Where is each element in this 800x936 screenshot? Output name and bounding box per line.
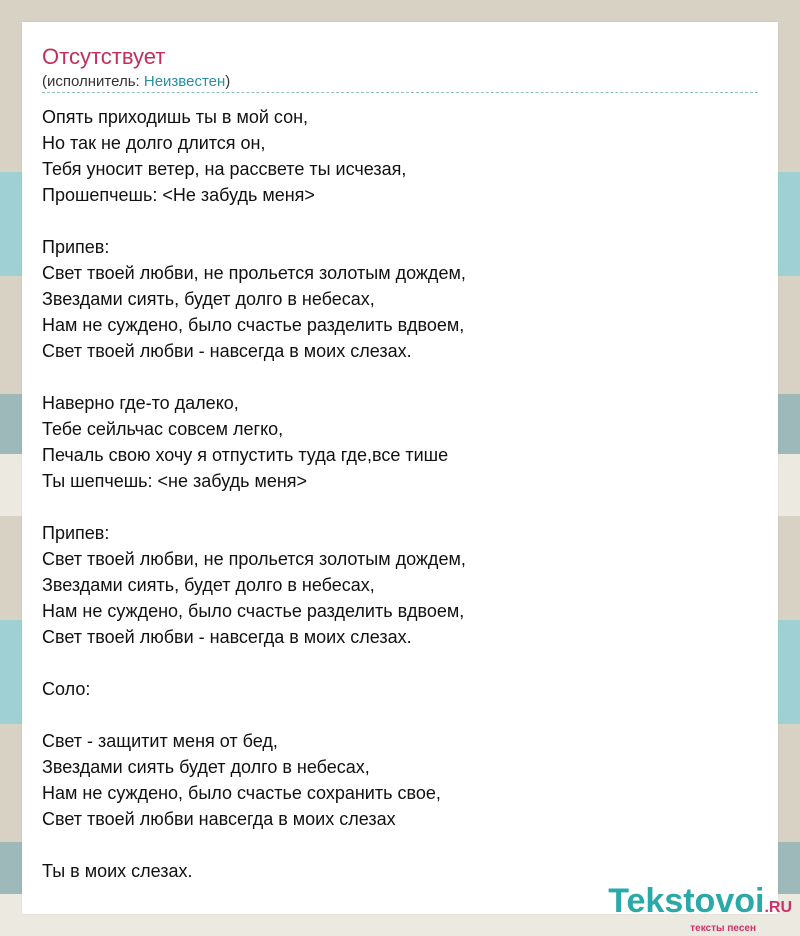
lyric-line: Тебе сейльчас совсем легко, <box>42 419 284 439</box>
lyric-line: Опять приходишь ты в мой сон, <box>42 107 309 127</box>
lyric-line: Соло: <box>42 679 91 699</box>
lyric-line: Звездами сиять будет долго в небесах, <box>42 757 370 777</box>
lyric-line: Ты в моих слезах. <box>42 861 193 881</box>
lyric-line: Ты шепчешь: <не забудь меня> <box>42 471 308 491</box>
lyric-line <box>42 364 742 390</box>
lyric-line <box>42 494 742 520</box>
lyrics-body <box>42 104 742 884</box>
lyric-line: Припев: <box>42 237 110 257</box>
logo-name: Tekstovoi <box>608 882 765 920</box>
lyric-line: Свет твоей любви - навсегда в моих слезах. <box>42 627 412 647</box>
logo-tagline: тексты песен <box>690 923 756 934</box>
logo-tld: .RU <box>764 899 792 916</box>
song-title: Отсутствует <box>42 44 166 69</box>
lyric-line: Свет твоей любви навсегда в моих слезах <box>42 809 396 829</box>
site-logo[interactable] <box>608 884 792 934</box>
lyrics-card <box>22 22 778 914</box>
lyric-line: Припев: <box>42 523 110 543</box>
lyric-line: Свет твоей любви, не прольется золотым дождем, <box>42 263 466 283</box>
lyric-line: Наверно где-то далеко, <box>42 393 239 413</box>
lyric-line: Прошепчешь: <Не забудь меня> <box>42 185 315 205</box>
lyric-line: Нам не суждено, было счастье разделить вдвоем, <box>42 601 465 621</box>
lyric-line: Печаль свою хочу я отпустить туда где,все тише <box>42 445 449 465</box>
lyric-line: Тебя уносит ветер, на рассвете ты исчезая, <box>42 159 407 179</box>
artist-suffix: ) <box>225 73 231 90</box>
lyric-line <box>42 650 742 676</box>
lyric-line <box>42 208 742 234</box>
artist-link[interactable]: Неизвестен <box>143 73 226 90</box>
lyric-line: Но так не долго длится он, <box>42 133 266 153</box>
lyric-line: Нам не суждено, было счастье сохранить свое, <box>42 783 441 803</box>
lyric-line: Свет твоей любви, не прольется золотым дождем, <box>42 549 466 569</box>
lyric-line <box>42 702 742 728</box>
lyric-line: Свет - защитит меня от бед, <box>42 731 278 751</box>
lyric-line: Звездами сиять, будет долго в небесах, <box>42 289 375 309</box>
artist-prefix: (исполнитель: <box>42 73 144 90</box>
divider <box>42 92 758 93</box>
lyric-line: Звездами сиять, будет долго в небесах, <box>42 575 375 595</box>
lyric-line: Свет твоей любви - навсегда в моих слезах. <box>42 341 412 361</box>
artist-line <box>42 73 230 90</box>
lyric-line <box>42 832 742 858</box>
lyric-line: Нам не суждено, было счастье разделить вдвоем, <box>42 315 465 335</box>
